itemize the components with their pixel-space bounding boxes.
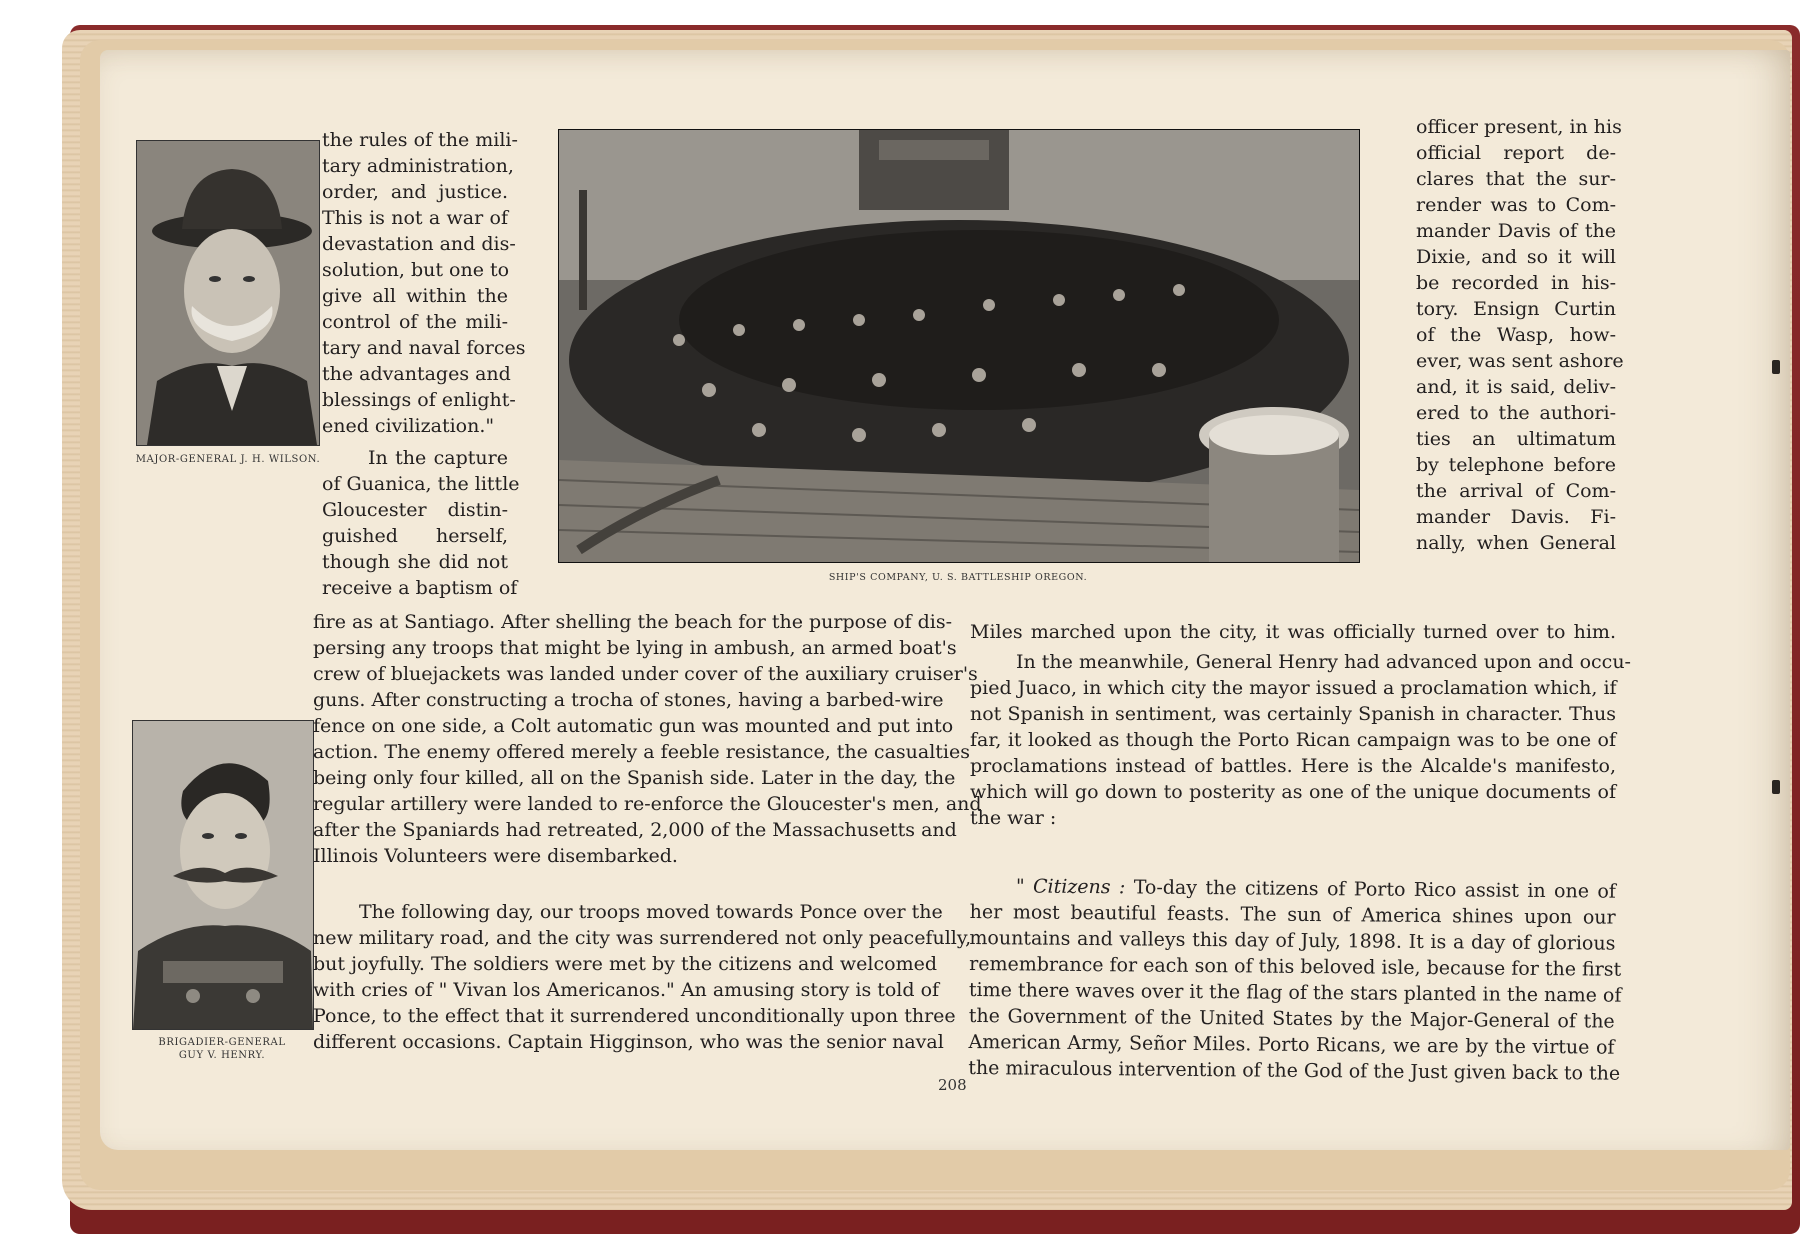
text-line: which will go down to posterity as one of the unique documents of	[970, 781, 1616, 803]
text-column-left-top	[322, 127, 526, 439]
page-tab-marker	[1772, 780, 1780, 794]
text-column-left-mid	[322, 445, 520, 601]
text-line: mountains and valleys this day of July, 1898. It is a day of glorious	[969, 926, 1616, 955]
text-line: crew of bluejackets was landed under cover of the auxiliary cruiser's	[313, 663, 978, 685]
text-line: proclamations instead of battles. Here is the Alcalde's manifesto,	[970, 755, 1616, 777]
text-line: the war :	[970, 807, 1057, 829]
text-line: The following day, our troops moved towards Ponce over the	[359, 901, 943, 923]
text-line: Ponce, to the effect that it surrendered unconditionally upon three	[313, 1005, 956, 1027]
text-line: tary administration,	[322, 155, 514, 177]
text-line: Dixie, and so it will	[1416, 246, 1616, 268]
page-number: 208	[938, 1076, 967, 1094]
text-line: the rules of the mili-	[322, 129, 518, 151]
text-line: ered to the authori-	[1416, 402, 1616, 424]
text-line: by telephone before	[1416, 454, 1616, 476]
text-line: solution, but one to	[322, 259, 510, 281]
caption-wilson: MAJOR-GENERAL J. H. WILSON.	[135, 454, 321, 465]
caption-photo: SHIP'S COMPANY, U. S. BATTLESHIP OREGON.	[828, 572, 1088, 583]
text-line: the advantages and	[322, 363, 511, 385]
text-line: of Guanica, the little	[322, 473, 520, 495]
text-line: blessings of enlight-	[322, 389, 516, 411]
text-line: give all within the	[322, 285, 508, 307]
text-line: control of the mili-	[322, 311, 508, 333]
text-line: American Army, Señor Miles. Porto Ricans, we are by the virtue of	[968, 1030, 1615, 1059]
quote-first-line-text: To-day the citizens of Porto Rico assist in one of	[1133, 876, 1616, 903]
text-line: ever, was sent ashore	[1416, 350, 1624, 372]
portrait-wilson-icon	[136, 140, 320, 446]
text-line: after the Spaniards had retreated, 2,000 of the Massachusetts and	[313, 819, 957, 841]
text-line: the arrival of Com-	[1416, 480, 1616, 502]
text-line: the miraculous intervention of the God of the Just given back to the	[968, 1056, 1621, 1085]
text-column-right-top	[1416, 114, 1624, 556]
text-line: ened civilization."	[322, 415, 495, 437]
text-line: nally, when General	[1416, 532, 1616, 554]
text-line: Miles marched upon the city, it was officially turned over to him.	[970, 621, 1616, 643]
text-line: not Spanish in sentiment, was certainly Spanish in character. Thus	[970, 703, 1616, 725]
portrait-henry-icon	[132, 720, 314, 1030]
text-line: devastation and dis-	[322, 233, 516, 255]
text-line: order, and justice.	[322, 181, 508, 203]
text-line: Illinois Volunteers were disembarked.	[313, 845, 678, 867]
text-line: tory. Ensign Curtin	[1416, 298, 1616, 320]
text-line: but joyfully. The soldiers were met by the citizens and welcomed	[313, 953, 937, 975]
text-column-right-wide	[970, 619, 1616, 645]
text-line: clares that the sur-	[1416, 168, 1616, 190]
caption-henry-line1: BRIGADIER-GENERAL	[158, 1037, 286, 1048]
quote-label: " Citizens :	[1015, 875, 1126, 899]
text-line: of the Wasp, how-	[1416, 324, 1616, 346]
text-line: guns. After constructing a trocha of stones, having a barbed-wire	[313, 689, 944, 711]
text-line: This is not a war of	[322, 207, 508, 229]
alcalde-manifesto-quote	[968, 873, 1622, 1087]
text-line: persing any troops that might be lying in ambush, an armed boat's	[313, 637, 957, 659]
page-tab-marker	[1772, 360, 1780, 374]
text-line: ties an ultimatum	[1416, 428, 1616, 450]
text-line: being only four killed, all on the Spanish side. Later in the day, the	[313, 767, 956, 789]
caption-henry	[122, 1036, 322, 1062]
text-line: pied Juaco, in which city the mayor issued a proclamation which, if	[970, 677, 1617, 699]
text-column-right-para2	[970, 649, 1631, 831]
text-line: different occasions. Captain Higginson, who was the senior naval	[313, 1031, 944, 1053]
text-line: the Government of the United States by the Major-General of the	[968, 1004, 1615, 1033]
text-line: mander Davis of the	[1416, 220, 1616, 242]
text-line: be recorded in his-	[1416, 272, 1616, 294]
text-line: receive a baptism of	[322, 577, 518, 599]
text-line: new military road, and the city was surrendered not only peacefully,	[313, 927, 972, 949]
caption-henry-line2: GUY V. HENRY.	[178, 1050, 266, 1061]
text-line: remembrance for each son of this beloved isle, because for the first	[969, 952, 1622, 981]
text-line: tary and naval forces	[322, 337, 526, 359]
text-line: render was to Com-	[1416, 194, 1616, 216]
text-line: with cries of " Vivan los Americanos." An amusing story is told of	[313, 979, 940, 1001]
text-line: mander Davis. Fi-	[1416, 506, 1616, 528]
text-line: time there waves over it the flag of the stars planted in the name of	[968, 978, 1622, 1007]
text-line: In the capture	[368, 447, 508, 469]
text-line: though she did not	[322, 551, 508, 573]
text-line: Gloucester distin-	[322, 499, 508, 521]
text-column-left-wide	[313, 609, 982, 869]
text-line: fire as at Santiago. After shelling the beach for the purpose of dis-	[313, 611, 953, 633]
text-line: fence on one side, a Colt automatic gun was mounted and put into	[313, 715, 954, 737]
text-line: her most beautiful feasts. The sun of America shines upon our	[969, 900, 1616, 929]
text-line: official report de-	[1416, 142, 1616, 164]
text-line: action. The enemy offered merely a feeble resistance, the casualties	[313, 741, 970, 763]
battleship-crew-photo-icon	[558, 129, 1360, 563]
text-line: far, it looked as though the Porto Rican campaign was to be one of	[970, 729, 1616, 751]
text-line: officer present, in his	[1416, 116, 1622, 138]
text-column-left-para2	[313, 899, 972, 1055]
text-line: In the meanwhile, General Henry had advanced upon and occu-	[1016, 651, 1631, 673]
text-line: and, it is said, deliv-	[1416, 376, 1616, 398]
text-line: guished herself,	[322, 525, 508, 547]
text-line: regular artillery were landed to re-enforce the Gloucester's men, and	[313, 793, 982, 815]
